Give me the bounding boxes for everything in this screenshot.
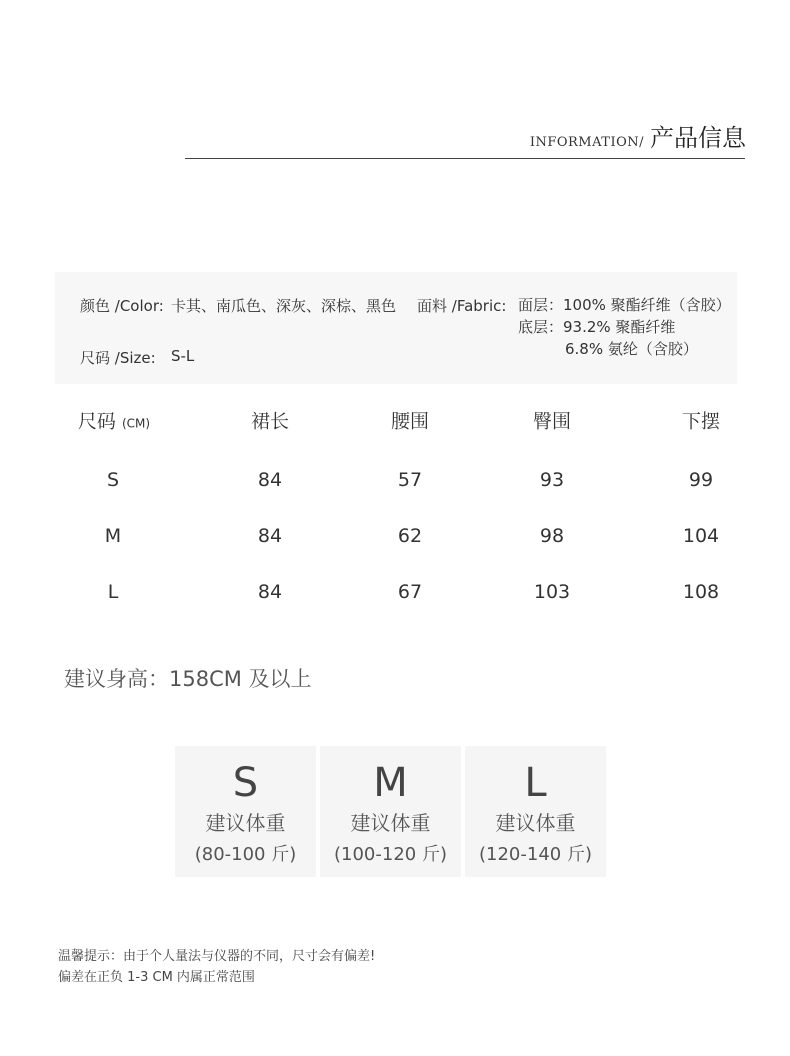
- table-row: [50, 452, 750, 508]
- cell-size: S: [106, 469, 120, 491]
- height-recommendation: 建议身高：158CM 及以上: [64, 667, 312, 691]
- measurement-notes: [58, 946, 375, 988]
- cell-waist: 62: [397, 525, 423, 547]
- header-size-label: 尺码: [77, 410, 116, 433]
- card-label: 建议体重: [350, 811, 431, 835]
- fabric-line-3: 6.8% 氨纶（含胶）: [565, 340, 698, 358]
- cell-waist: 57: [397, 469, 423, 491]
- table-header-waist: 腰围: [390, 410, 430, 433]
- fabric-label: 面料 /Fabric:: [417, 297, 507, 315]
- weight-card-s: [175, 746, 316, 877]
- size-value: S-L: [171, 347, 195, 365]
- cell-hip: 98: [539, 525, 565, 547]
- cell-hip: 103: [533, 581, 571, 603]
- table-header-hip: 臀围: [532, 410, 572, 433]
- product-info-panel: [55, 272, 737, 384]
- card-range: (120-140 斤): [479, 844, 592, 865]
- cell-hem: 104: [682, 525, 720, 547]
- fabric-line-2: 底层：93.2% 聚酯纤维: [518, 318, 676, 336]
- weight-card-m: [320, 746, 461, 877]
- color-label: 颜色 /Color:: [80, 297, 164, 315]
- cell-length: 84: [257, 525, 283, 547]
- card-range: (100-120 斤): [334, 844, 447, 865]
- header-divider: [185, 158, 745, 159]
- table-header-row: [50, 392, 750, 448]
- color-value: 卡其、南瓜色、深灰、深棕、黑色: [171, 297, 397, 315]
- cell-size: M: [104, 525, 122, 547]
- table-row: [50, 564, 750, 620]
- cell-length: 84: [257, 469, 283, 491]
- header-title-zh: 产品信息: [650, 124, 746, 152]
- cell-hem: 108: [682, 581, 720, 603]
- header-title-en: INFORMATION/: [529, 135, 644, 150]
- card-range: (80-100 斤): [194, 844, 297, 865]
- note-line-2: 偏差在正负 1-3 CM 内属正常范围: [58, 970, 255, 985]
- unit-label: (CM): [121, 416, 151, 431]
- cell-size: L: [107, 581, 119, 603]
- cell-hem: 99: [688, 469, 714, 491]
- card-label: 建议体重: [495, 811, 576, 835]
- cell-hip: 93: [539, 469, 565, 491]
- table-header-length: 裙长: [250, 410, 290, 433]
- table-header-hem: 下摆: [681, 410, 721, 433]
- cell-waist: 67: [397, 581, 423, 603]
- section-header: [530, 118, 746, 153]
- card-size: M: [373, 760, 408, 806]
- size-label: 尺码 /Size:: [80, 349, 156, 367]
- card-size: L: [524, 760, 547, 806]
- card-size: S: [232, 760, 259, 806]
- note-line-1: 温馨提示：由于个人量法与仪器的不同，尺寸会有偏差!: [58, 949, 376, 964]
- fabric-line-1: 面层：100% 聚酯纤维（含胶）: [518, 296, 731, 314]
- table-row: [50, 508, 750, 564]
- card-label: 建议体重: [205, 811, 286, 835]
- weight-card-l: [465, 746, 606, 877]
- table-header-size: [78, 407, 150, 434]
- size-table: [50, 392, 750, 620]
- cell-length: 84: [257, 581, 283, 603]
- weight-cards: [175, 746, 606, 877]
